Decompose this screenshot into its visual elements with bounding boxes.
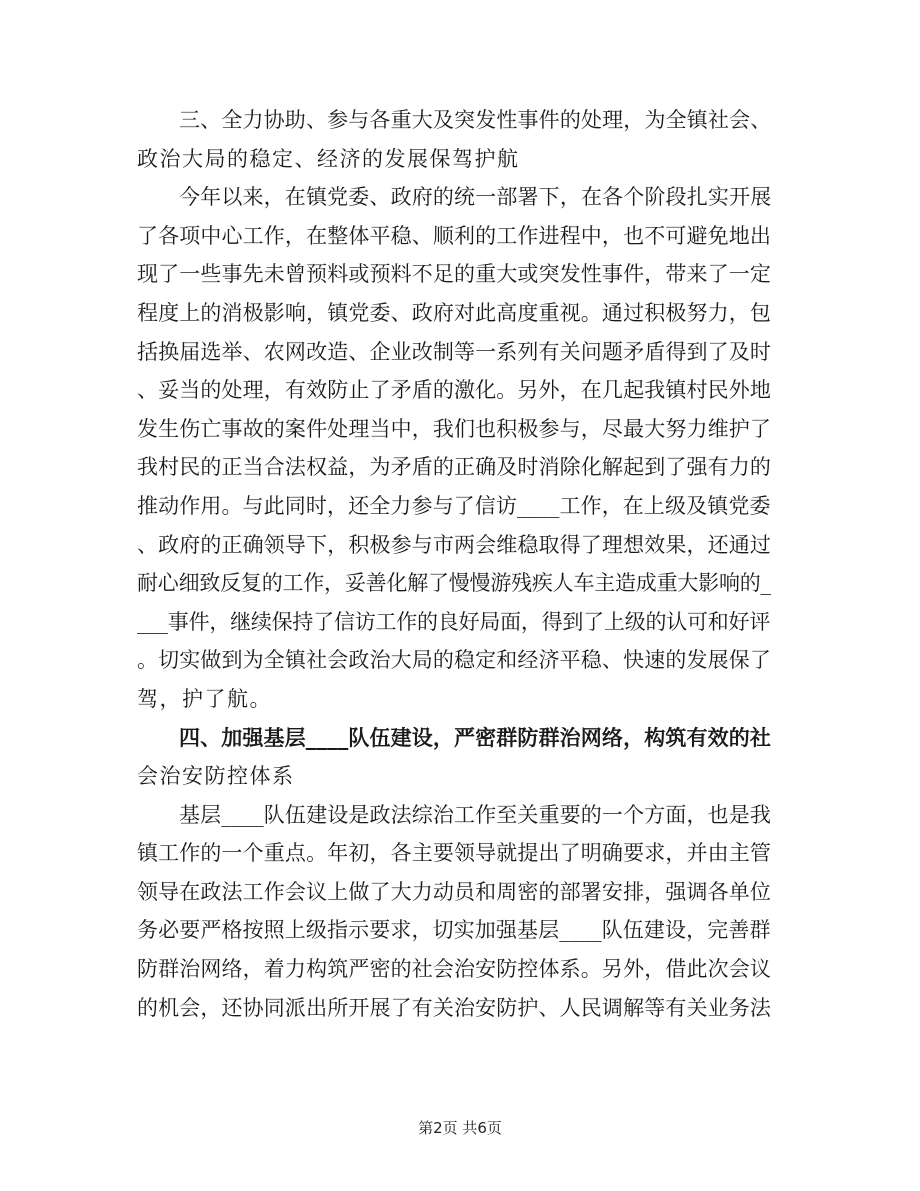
text-line: 我村民的正当合法权益，为矛盾的正确及时消除化解起到了强有力的 [137,455,771,480]
text-line: 发生伤亡事故的案件处理当中，我们也积极参与，尽最大努力维护了 [137,416,771,441]
text-line: 、妥当的处理，有效防止了矛盾的激化。另外，在几起我镇村民外地 [137,378,771,403]
text-line: 领导在政法工作会议上做了大力动员和周密的部署安排，强调各单位 [137,879,771,904]
text-line: 务必要严格按照上级指示要求，切实加强基层____队伍建设，完善群 [137,918,771,943]
text-line: 基层____队伍建设是政法综治工作至关重要的一个方面，也是我 [179,802,771,827]
document-body [137,101,777,1027]
text-line: 驾，护了航。 [137,686,272,711]
text-line: 程度上的消极影响，镇党委、政府对此高度重视。通过积极努力，包 [137,300,771,325]
text-line: 今年以来，在镇党委、政府的统一部署下，在各个阶段扎实开展 [179,185,772,210]
text-line: 。切实做到为全镇社会政治大局的稳定和经济平稳、快速的发展保了 [137,648,771,673]
text-line: 推动作用。与此同时，还全力参与了信访____工作，在上级及镇党委 [137,493,771,518]
text-line: 政治大局的稳定、经济的发展保驾护航 [137,146,520,171]
text-line: ___事件，继续保持了信访工作的良好局面，得到了上级的认可和好评 [137,609,771,634]
text-line: 四、加强基层____队伍建设，严密群防群治网络，构筑有效的社 [179,724,771,750]
text-line: 耐心细致反复的工作，妥善化解了慢慢游残疾人车主造成重大影响的_ [137,571,771,596]
text-line: 了各项中心工作，在整体平稳、顺利的工作进程中，也不可避免地出 [137,223,771,248]
text-line: 三、全力协助、参与各重大及突发性事件的处理，为全镇社会、 [179,108,772,132]
text-line: 防群治网络，着力构筑严密的社会治安防控体系。另外，借此次会议 [137,957,771,982]
text-line: 镇工作的一个重点。年初，各主要领导就提出了明确要求，并由主管 [137,841,771,866]
text-line: 现了一些事先未曾预料或预料不足的重大或突发性事件，带来了一定 [137,262,771,287]
text-line: 括换届选举、农网改造、企业改制等一系列有关问题矛盾得到了及时 [137,339,771,364]
text-line: 的机会，还协同派出所开展了有关治安防护、人民调解等有关业务法 [137,995,771,1020]
text-line: 会治安防控体系 [137,764,295,789]
text-line: 、政府的正确领导下，积极参与市两会维稳取得了理想效果，还通过 [137,532,771,557]
page-footer: 第2页 共6页 [418,1119,502,1137]
